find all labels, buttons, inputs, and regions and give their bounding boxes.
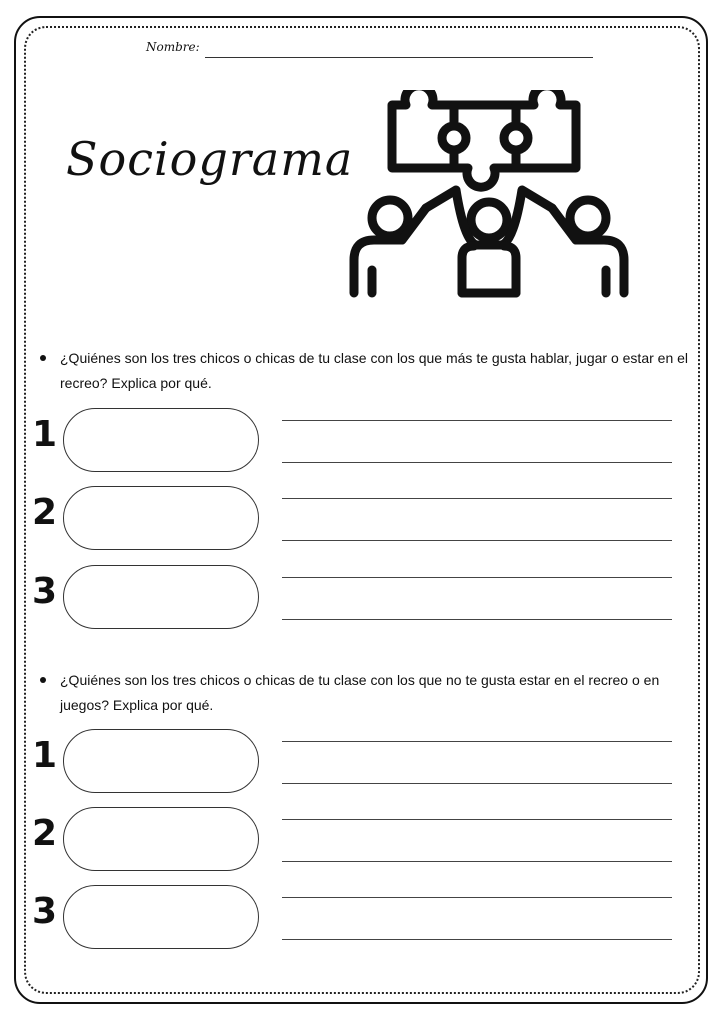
page-title: Sociograma <box>66 132 354 186</box>
answer-row <box>30 729 680 799</box>
name-box[interactable] <box>63 729 259 793</box>
answer-row <box>30 486 680 556</box>
writing-line[interactable] <box>282 939 672 940</box>
name-input-line[interactable] <box>205 57 593 58</box>
writing-line[interactable] <box>282 462 672 463</box>
name-box[interactable] <box>63 807 259 871</box>
answer-number: 1 <box>32 414 58 455</box>
writing-line[interactable] <box>282 619 672 620</box>
question-2 <box>40 668 690 718</box>
name-box[interactable] <box>63 885 259 949</box>
writing-line[interactable] <box>282 498 672 499</box>
answer-number: 1 <box>32 735 58 776</box>
name-box[interactable] <box>63 565 259 629</box>
puzzle-teamwork-icon <box>344 90 634 309</box>
answer-number: 2 <box>32 813 58 854</box>
writing-line[interactable] <box>282 577 672 578</box>
answer-number: 3 <box>32 571 58 612</box>
question-text: ¿Quiénes son los tres chicos o chicas de tu clase con los que más te gusta hablar, jugar o estar en el recreo? Explica por qué. <box>60 350 689 391</box>
answer-row <box>30 885 680 955</box>
answer-row <box>30 807 680 877</box>
writing-line[interactable] <box>282 741 672 742</box>
writing-line[interactable] <box>282 783 672 784</box>
bullet-icon <box>40 677 46 683</box>
question-text: ¿Quiénes son los tres chicos o chicas de tu clase con los que no te gusta estar en el recreo o en juegos? Explica por qué. <box>60 672 660 713</box>
question-1 <box>40 346 690 396</box>
name-box[interactable] <box>63 408 259 472</box>
answer-number: 3 <box>32 891 58 932</box>
writing-line[interactable] <box>282 897 672 898</box>
writing-line[interactable] <box>282 540 672 541</box>
writing-line[interactable] <box>282 861 672 862</box>
answer-row <box>30 565 680 635</box>
writing-line[interactable] <box>282 819 672 820</box>
bullet-icon <box>40 355 46 361</box>
answer-number: 2 <box>32 492 58 533</box>
answer-row <box>30 408 680 478</box>
name-label: Nombre: <box>146 40 200 54</box>
name-box[interactable] <box>63 486 259 550</box>
writing-line[interactable] <box>282 420 672 421</box>
